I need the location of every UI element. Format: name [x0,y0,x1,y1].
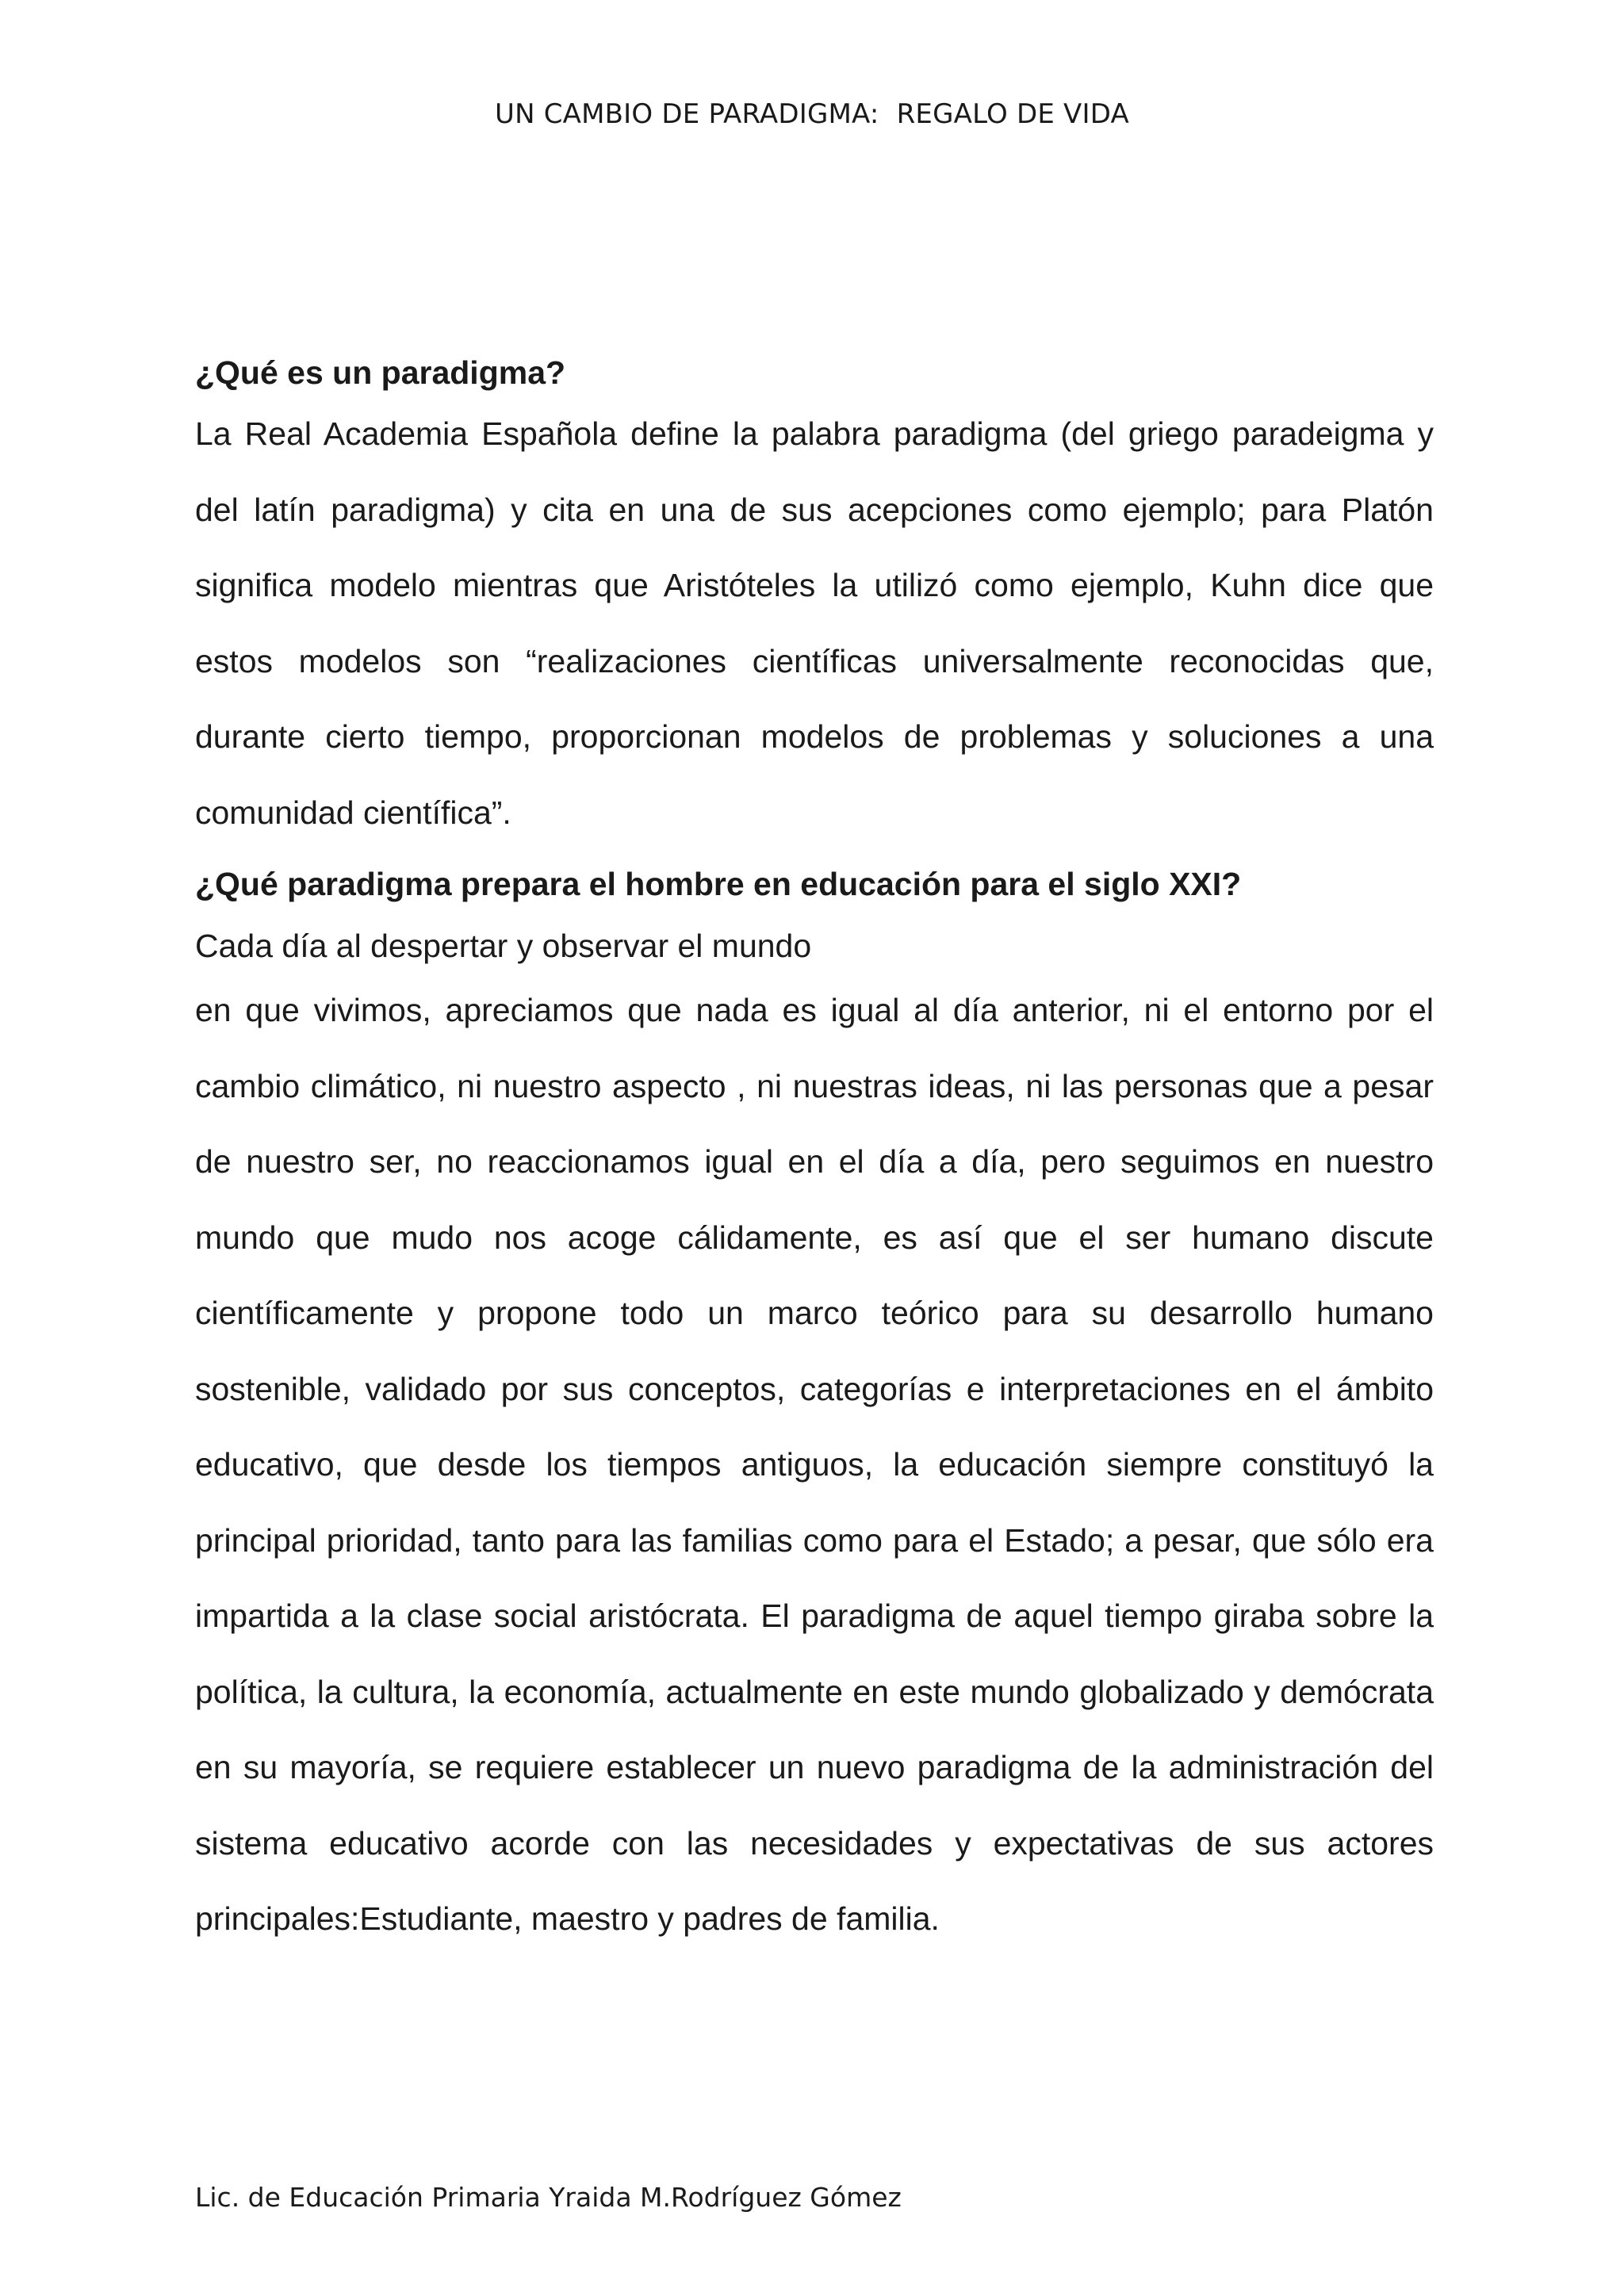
section-heading-1: ¿Qué es un paradigma? [195,354,566,391]
paragraph-1: La Real Academia Española define la palabra paradigma (del griego paradeigma y del latín paradigma) y cita en una de sus acepciones como ejemplo; para Platón significa modelo mientras que Aristóteles la utilizó como ejemplo, Kuhn dice que estos modelos son “realizaciones científicas universalmente reconocidas que, durante cierto tiempo, proporcionan modelos de problemas y soluciones a una comunidad científica”. [195,415,1434,831]
document-body [195,350,1434,1957]
page-footer: Lic. de Educación Primaria Yraida M.Rodríguez Gómez [195,2182,902,2213]
section-heading-2: ¿Qué paradigma prepara el hombre en educación para el siglo XXI? [195,866,1242,902]
page-header: UN CAMBIO DE PARADIGMA: REGALO DE VIDA [495,98,1129,130]
paragraph-2: en que vivimos, apreciamos que nada es igual al día anterior, ni el entorno por el cambio climático, ni nuestro aspecto , ni nuestras ideas, ni las personas que a pesar de nuestro ser, no reaccionamos igual en el día a día, pero seguimos en nuestro mundo que mudo nos acoge cálidamente, es así que el ser humano discute científicamente y propone todo un marco teórico para su desarrollo humano sostenible, validado por sus conceptos, categorías e interpretaciones en el ámbito educativo, que desde los tiempos antiguos, la educación siempre constituyó la principal prioridad, tanto para las familias como para el Estado; a pesar, que sólo era impartida a la clase social aristócrata. El paradigma de aquel tiempo giraba sobre la política, la cultura, la economía, actualmente en este mundo globalizado y demócrata en su mayoría, se requiere establecer un nuevo paradigma de la administración del sistema educativo acorde con las necesidades y expectativas de sus actores principales:Estudiante, maestro y padres de familia. [195,992,1434,1937]
paragraph-2-first-line: Cada día al despertar y observar el mundo [195,928,812,964]
